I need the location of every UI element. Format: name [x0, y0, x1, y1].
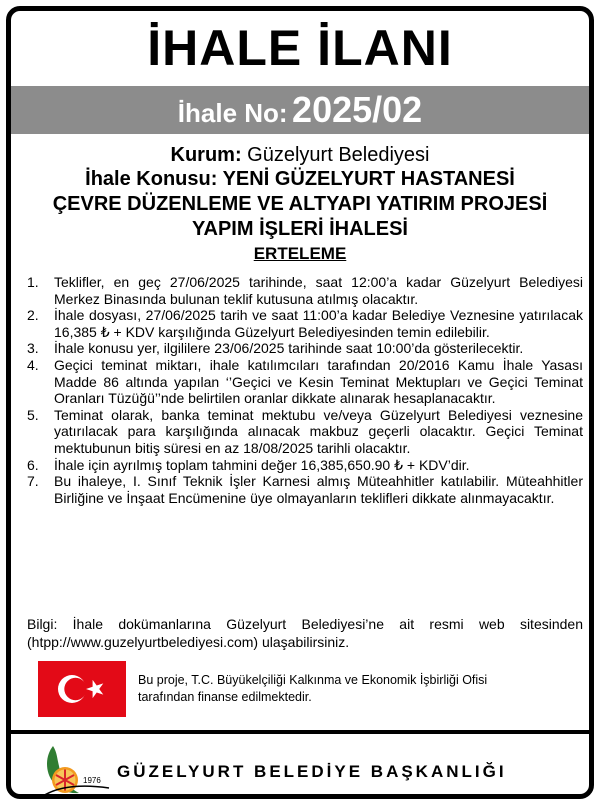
item-text: Geçici teminat miktarı, ihale katılımcıları tarafından 20/2016 Kamu İhale Yasası Madde 86 altında yapılan ‘’Geçici ve Kesin Teminat Mektupları ve Geçici Teminat Oranları Tüzüğü’’nde belirtilen oranlar dikkate alınarak hesaplanacaktır.: [54, 356, 583, 407]
item-number: 3.: [27, 340, 39, 357]
conditions-list: [27, 274, 583, 506]
flag-graphic: [38, 661, 126, 717]
institution-line: [11, 143, 589, 167]
list-item: [27, 274, 583, 307]
finance-note: [138, 672, 578, 706]
item-text: Bu ihaleye, I. Sınıf Teknik İşler Karnesi almış Müteahhitler katılabilir. Müteahhitler Birliğine ve İnşaat Encümenine üye olmayanların teklifleri dikkate alınmayacaktır.: [54, 473, 583, 506]
item-number: 7.: [27, 473, 39, 490]
notice-frame: [6, 6, 594, 799]
item-number: 1.: [27, 274, 39, 290]
item-number: 4.: [27, 356, 39, 373]
item-text: İhale konusu yer, ilgililere 23/06/2025 tarihinde saat 10:00’da gösterilecektir.: [54, 340, 524, 357]
item-text: Teminat olarak, banka teminat mektubu ve/veya Güzelyurt Belediyesi veznesine yatırılacak para karşılığında alınacak makbuz geçerli olacaktır. Geçici Teminat mektubunun bitiş süresi en az 18/08/2025 tarihli olacaktır.: [54, 406, 583, 456]
list-item: [27, 307, 583, 340]
subject-line-1: İhale Konusu: YENİ GÜZELYURT HASTANESİ: [85, 168, 515, 190]
list-item: [27, 473, 583, 506]
tender-number-value: 2025/02: [292, 89, 423, 130]
finance-line-1: Bu proje, T.C. Büyükelçiliği Kalkınma ve Ekonomik İşbirliği Ofisi: [138, 673, 488, 687]
institution-value: Güzelyurt Belediyesi: [247, 144, 430, 166]
footer-divider: [11, 730, 589, 734]
institution-label: Kurum:: [170, 144, 242, 166]
item-text: İhale dosyası, 27/06/2025 tarih ve saat 11:00’a kadar Belediye Veznesine yatırılacak 16,385 ₺ + KDV karşılığında Güzelyurt Belediyesinden temin edilebilir.: [54, 307, 583, 340]
list-item: [27, 357, 583, 407]
tender-number-label: İhale No:: [177, 98, 288, 128]
item-text: İhale için ayrılmış toplam tahmini değer 16,385,650.90 ₺ + KDV’dir.: [54, 456, 470, 473]
item-text: Teklifler, en geç 27/06/2025 tarihinde, saat 12:00’a kadar Güzelyurt Belediyesi Merkez Binasında bulunan teklif kutusuna atılmış olacaktır.: [54, 274, 583, 307]
notice-header: [11, 143, 589, 265]
municipality-logo: [39, 738, 111, 799]
item-number: 2.: [27, 307, 39, 324]
subject-line-3: YAPIM İŞLERİ İHALESİ: [192, 218, 408, 240]
turkish-flag-icon: [38, 661, 126, 717]
item-number: 5.: [27, 406, 39, 423]
list-item: [27, 340, 583, 357]
list-item: [27, 457, 583, 474]
subject-line-2: ÇEVRE DÜZENLEME VE ALTYAPI YATIRIM PROJESİ: [52, 193, 548, 215]
postponement-heading: ERTELEME: [253, 244, 347, 263]
info-paragraph: Bilgi: İhale dokümanlarına Güzelyurt Belediyesi’ne ait resmi web sitesinden (htpp://www.guzelyurtbelediyesi.com) ulaşabilirsiniz.: [27, 616, 583, 650]
finance-line-2: tarafından finanse edilmektedir.: [138, 690, 312, 704]
orange-slice-logo-icon: [39, 738, 111, 799]
list-item: [27, 407, 583, 457]
notice-title: İHALE İLANI: [147, 20, 453, 76]
tender-number-band: [11, 86, 589, 134]
item-number: 6.: [27, 456, 39, 473]
logo-year: 1976: [83, 776, 101, 785]
footer-title: GÜZELYURT BELEDİYE BAŞKANLIĞI: [117, 762, 507, 781]
